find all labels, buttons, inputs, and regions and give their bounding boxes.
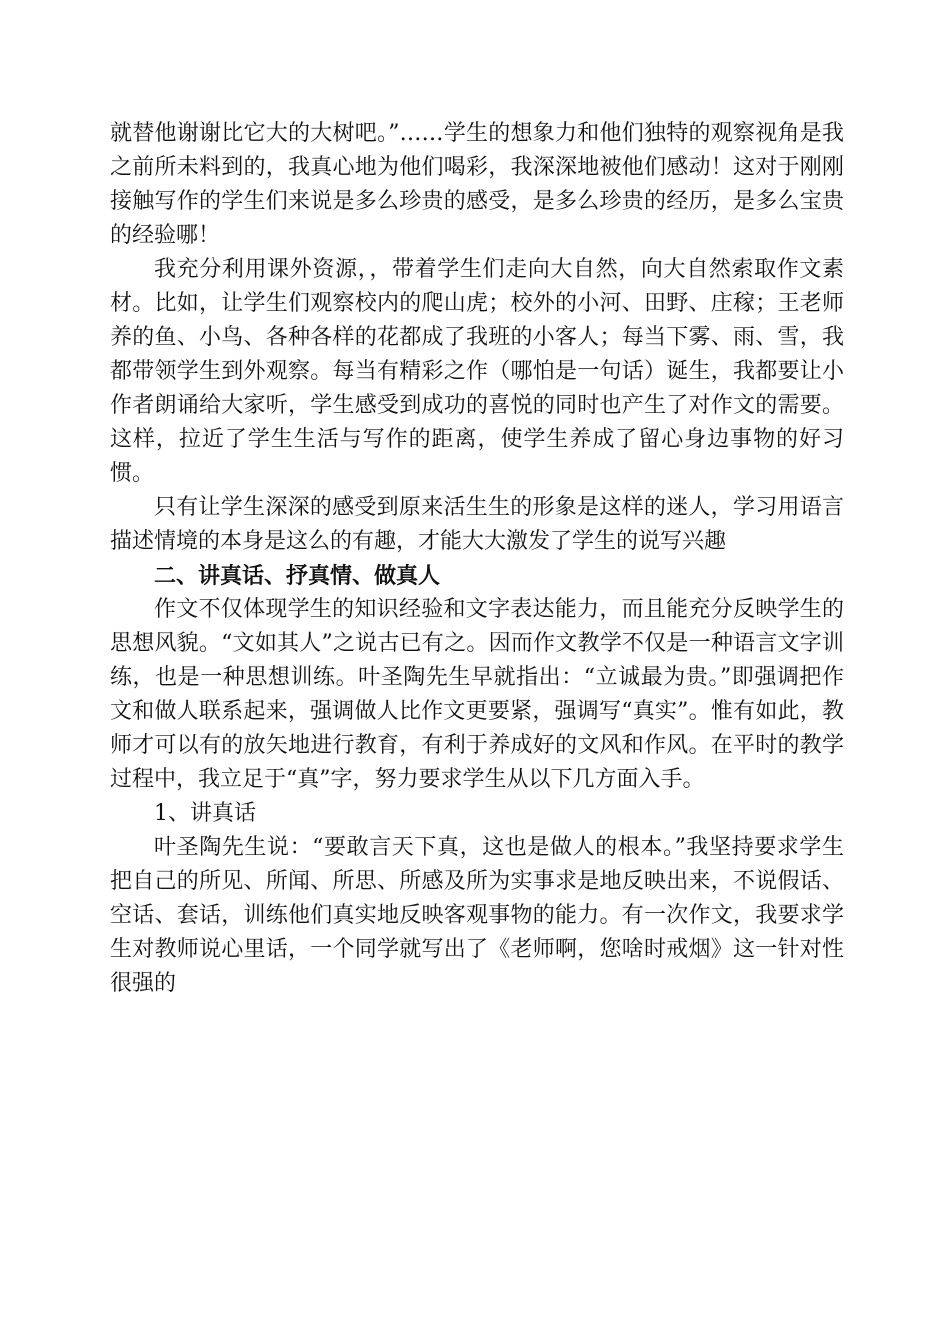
paragraph-2: 我充分利用课外资源，，带着学生们走向大自然，向大自然索取作文素材。比如，让学生们观察校内的爬山虎；校外的小河、田野、庄稼；王老师养的鱼、小鸟、各种各样的花都成了我班的小客人；每当下雾、雨、雪，我都带领学生到外观察。每当有精彩之作（哪怕是一句话）诞生，我都要让小作者朗诵给大家听，学生感受到成功的喜悦的同时也产生了对作文的需要。这样，拉近了学生生活与写作的距离，使学生养成了留心身边事物的好习惯。 — [110, 257, 844, 486]
paragraph-5: 叶圣陶先生说：“要敢言天下真，这也是做人的根本。”我坚持要求学生把自己的所见、所闻、所思、所感及所为实事求是地反映出来，不说假话、空话、套话，训练他们真实地反映客观事物的能力。有一次作文，我要求学生对教师说心里话，一个同学就写出了《老师啊，您啥时戒烟》这一针对性很强的 — [110, 835, 844, 996]
subsection-heading: 1、讲真话 — [154, 801, 256, 826]
section-heading: 二、讲真话、抒真情、做真人 — [154, 563, 441, 589]
document-page — [110, 117, 844, 1001]
paragraph-1: 就替他谢谢比它大的大树吧。”……学生的想象力和他们独特的观察视角是我之前所未料到的，我真心地为他们喝彩，我深深地被他们感动！这对于刚刚接触写作的学生们来说是多么珍贵的感受，是多么珍贵的经历，是多么宝贵的经验哪！ — [110, 121, 844, 248]
paragraph-4: 作文不仅体现学生的知识经验和文字表达能力，而且能充分反映学生的思想风貌。“文如其人”之说古已有之。因而作文教学不仅是一种语言文字训练，也是一种思想训练。叶圣陶先生早就指出：“立诚最为贵。”即强调把作文和做人联系起来，强调做人比作文更要紧，强调写“真实”。惟有如此，教师才可以有的放矢地进行教育，有利于养成好的文风和作风。在平时的教学过程中，我立足于“真”字，努力要求学生从以下几方面入手。 — [110, 597, 844, 792]
paragraph-3: 只有让学生深深的感受到原来活生生的形象是这样的迷人，学习用语言描述情境的本身是这么的有趣，才能大大激发了学生的说写兴趣 — [110, 495, 844, 554]
